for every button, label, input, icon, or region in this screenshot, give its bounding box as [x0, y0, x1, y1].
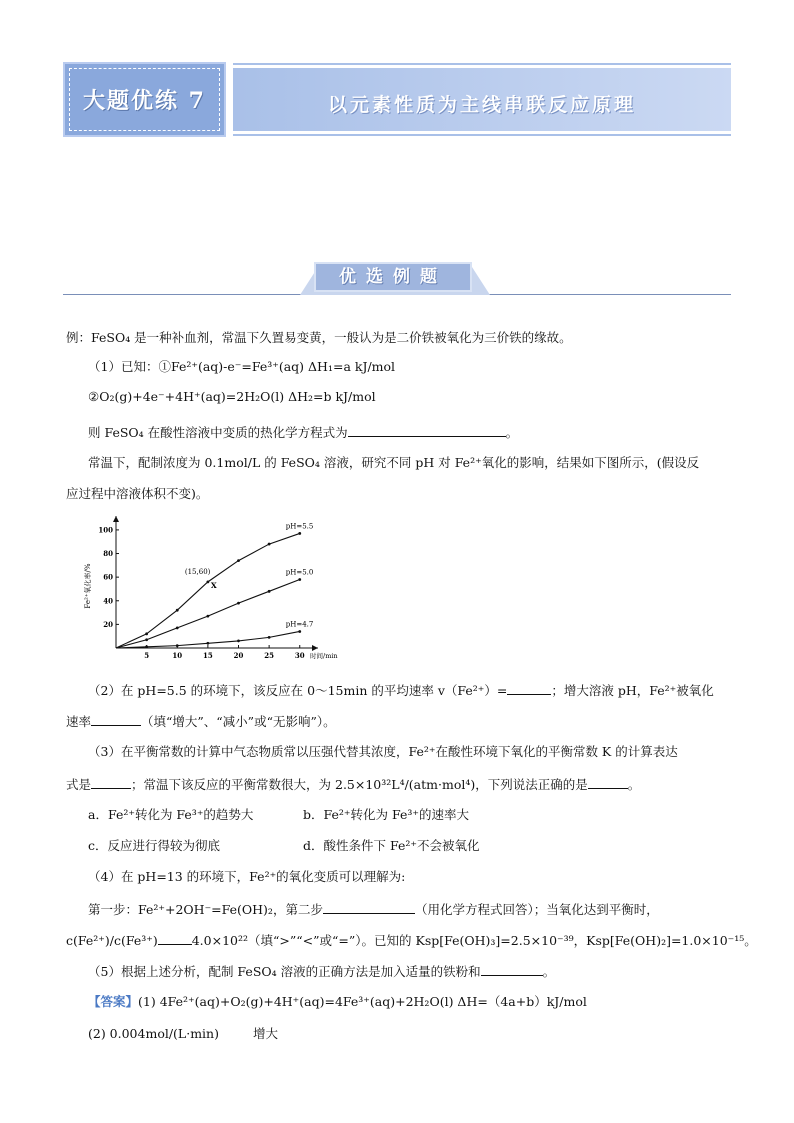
q2-line2: 速率 （填“增大”、“减小”或“无影响”）。 [66, 714, 336, 729]
q3-line2: 式是 ；常温下该反应的平衡常数很大，为 2.5×10³²L⁴/(atm·mol⁴)，下列说法正确的是 。 [66, 777, 641, 792]
answer-blank[interactable] [348, 424, 506, 437]
annotation-point-label: (15,60) [184, 568, 211, 577]
page-title: 以元素性质为主线串联反应原理 [327, 94, 636, 116]
oxidation-rate-chart [82, 512, 338, 662]
q1-line2: ②O₂(g)+4e⁻+4H⁺(aq)=2H₂O(l) ΔH₂=b kJ/mol [88, 389, 376, 404]
x-tick-label: 30 [294, 651, 305, 660]
data-point [268, 543, 271, 546]
data-point [176, 644, 179, 647]
data-point [298, 578, 301, 581]
y-tick-label: 40 [103, 596, 113, 606]
section-title: 优选例题 [314, 262, 472, 292]
x-tick-label: 10 [172, 651, 183, 660]
answer-blank[interactable] [91, 776, 131, 789]
data-point [268, 636, 271, 639]
q1-line1: （1）已知：①Fe²⁺(aq)-e⁻=Fe³⁺(aq) ΔH₁=a kJ/mol [88, 359, 396, 374]
answer-blank[interactable] [158, 932, 192, 945]
data-point [237, 640, 240, 643]
answer-blank[interactable] [481, 963, 543, 976]
q5-line1: （5）根据上述分析，配制 FeSO₄ 溶液的正确方法是加入适量的铁粉和 。 [88, 964, 556, 979]
y-tick-label: 20 [103, 619, 113, 629]
answer-blank[interactable] [588, 776, 628, 789]
series-label: pH=5.0 [285, 568, 314, 577]
para1-line2: 应过程中溶液体积不变)。 [66, 486, 209, 501]
x-axis-label: 时间/min [310, 652, 338, 660]
series-line [116, 580, 300, 648]
data-point [237, 559, 240, 562]
banner-label: 大题优练 7 [83, 88, 206, 114]
x-axis-arrow [312, 645, 318, 651]
answer-tag: 【答案】 [88, 994, 139, 1009]
y-tick-label: 60 [103, 572, 113, 582]
data-point [298, 532, 301, 535]
q2-line1: （2）在 pH=5.5 的环境下，该反应在 0～15min 的平均速率 v（Fe²⁺）= ；增大溶液 pH，Fe²⁺被氧化 [88, 683, 714, 698]
option-c: c．反应进行得较为彻底 [88, 838, 221, 853]
intro-text: 例：FeSO₄ 是一种补血剂，常温下久置易变黄，一般认为是二价铁被氧化为三价铁的缘故。 [66, 330, 572, 345]
data-point [145, 638, 148, 641]
series-label: pH=4.7 [285, 620, 314, 629]
data-point [206, 642, 209, 645]
banner-label-box [63, 62, 226, 137]
series-label: pH=5.5 [285, 522, 314, 531]
data-point [145, 645, 148, 648]
y-tick-label: 80 [103, 549, 113, 559]
annotation-mark: X [210, 581, 217, 591]
para1-line1: 常温下，配制浓度为 0.1mol/L 的 FeSO₄ 溶液，研究不同 pH 对 Fe²⁺氧化的影响，结果如下图所示，(假设反 [88, 455, 700, 470]
data-point [206, 615, 209, 618]
series-line [116, 533, 300, 648]
q1-line3: 则 FeSO₄ 在酸性溶液中变质的热化学方程式为 。 [88, 425, 519, 440]
x-tick-label: 25 [264, 651, 274, 660]
data-point [206, 580, 209, 583]
x-tick-label: 5 [144, 651, 150, 660]
q4-line3: c(Fe²⁺)/c(Fe³⁺) 4.0×10²²（填“>”“<”或“=”）。已知的 Ksp[Fe(OH)₃]=2.5×10⁻³⁹，Ksp[Fe(OH)₂]=1.0×10⁻¹⁵。 [66, 933, 757, 948]
data-point [176, 609, 179, 612]
q4-line1: （4）在 pH=13 的环境下，Fe²⁺的氧化变质可以理解为: [88, 869, 406, 884]
answer-blank[interactable] [507, 682, 551, 695]
option-b: b．Fe²⁺转化为 Fe³⁺的速率大 [303, 807, 469, 822]
data-point [145, 632, 148, 635]
q3-line1: （3）在平衡常数的计算中气态物质常以压强代替其浓度，Fe²⁺在酸性环境下氧化的平衡常数 K 的计算表达 [88, 744, 678, 759]
data-point [176, 627, 179, 630]
data-point [268, 590, 271, 593]
header-banner [63, 62, 731, 137]
option-a: a．Fe²⁺转化为 Fe³⁺的趋势大 [88, 807, 254, 822]
option-d: d．酸性条件下 Fe²⁺不会被氧化 [303, 838, 480, 853]
answer-blank[interactable] [323, 901, 415, 914]
answer-blank[interactable] [91, 713, 141, 726]
data-point [237, 602, 240, 605]
y-axis-label: Fe²⁺氧化率/% [84, 563, 92, 609]
q4-line2: 第一步：Fe²⁺+2OH⁻=Fe(OH)₂，第二步 （用化学方程式回答）；当氧化达到平衡时， [88, 902, 659, 917]
y-tick-label: 100 [98, 525, 113, 535]
x-tick-label: 20 [233, 651, 244, 660]
x-tick-label: 15 [203, 651, 213, 660]
answer-line1: 【答案】(1) 4Fe²⁺(aq)+O₂(g)+4H⁺(aq)=4Fe³⁺(aq)+2H₂O(l) ΔH=（4a+b）kJ/mol [88, 994, 587, 1009]
data-point [298, 630, 301, 633]
answer-line2: (2) 0.004mol/(L·min) 增大 [88, 1026, 278, 1041]
y-axis-arrow [113, 516, 119, 522]
banner-title-box [233, 68, 731, 131]
